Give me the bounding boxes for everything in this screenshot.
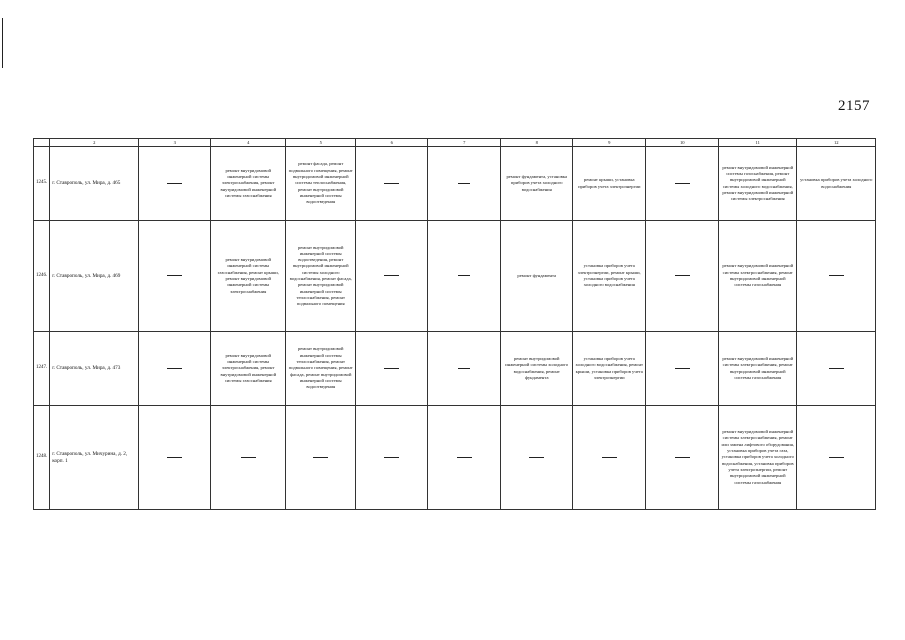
column-header: 7 [428, 139, 501, 147]
empty-cell-dash [286, 406, 356, 510]
table-row [34, 147, 876, 221]
column-header: 12 [797, 139, 876, 147]
row-number: 1246. [34, 221, 50, 332]
empty-cell-dash [428, 332, 501, 406]
table-row [34, 332, 876, 406]
empty-cell-dash [797, 221, 876, 332]
cell-col-11: ремонт внутридомовой инженерной системы электроснабжения, ремонт внутридомовой инженерной системы газоснабжения [719, 221, 797, 332]
left-margin-rule [2, 18, 3, 68]
cell-col-11: ремонт внутридомовой инженерной системы электроснабжения, ремонт или замена лифтового оборудования, установка приборов учета газа, установка приборов учета холодного водоснабжения, установка приборов учета электроэнергии, ремонт внутридомовой инженерной системы газоснабжения [719, 406, 797, 510]
row-address: г. Ставрополь, ул. Мира, д. 465 [50, 147, 139, 221]
cell-col-8: ремонт внутридомовой инженерной системы холодного водоснабжения, ремонт фундамента [501, 332, 573, 406]
cell-col-5: ремонт внутридомовой инженерной системы водоотведения, ремонт внутридомовой инженерной системы холодного водоснабжения, ремонт фасада, ремонт внутридомовой инженерной системы теплоснабжения, ремонт подвального помещения [286, 221, 356, 332]
column-header: 3 [139, 139, 211, 147]
column-header: 9 [573, 139, 646, 147]
empty-cell-dash [356, 221, 428, 332]
empty-cell-dash [797, 332, 876, 406]
cell-col-8: ремонт фундамента [501, 221, 573, 332]
cell-col-9: установка приборов учета электроэнергии, ремонт крыши, установка приборов учета холодного водоснабжения [573, 221, 646, 332]
empty-cell-dash [501, 406, 573, 510]
empty-cell-dash [356, 406, 428, 510]
row-address: г. Ставрополь, ул. Мира, д. 473 [50, 332, 139, 406]
empty-cell-dash [428, 147, 501, 221]
empty-cell-dash [356, 332, 428, 406]
column-header: 6 [356, 139, 428, 147]
cell-col-11: ремонт внутридомовой инженерной системы газоснабжения, ремонт внутридомовой инженерной системы холодного водоснабжения, ремонт внутридомовой инженерной системы электроснабжения [719, 147, 797, 221]
empty-cell-dash [646, 332, 719, 406]
cell-col-9: установка приборов учета холодного водоснабжения, ремонт крыши, установка приборов учета электроэнергии [573, 332, 646, 406]
row-address: г. Ставрополь, ул. Мичурина, д. 2, корп. 1 [50, 406, 139, 510]
column-header: 10 [646, 139, 719, 147]
empty-cell-dash [139, 221, 211, 332]
empty-cell-dash [356, 147, 428, 221]
row-number: 1245. [34, 147, 50, 221]
empty-cell-dash [139, 406, 211, 510]
column-header: 8 [501, 139, 573, 147]
column-header: 2 [50, 139, 139, 147]
table-row [34, 221, 876, 332]
row-number: 1247. [34, 332, 50, 406]
cell-col-8: ремонт фундамента, установка приборов учета холодного водоснабжения [501, 147, 573, 221]
empty-cell-dash [646, 147, 719, 221]
empty-cell-dash [139, 332, 211, 406]
cell-col-9: ремонт крыши, установка приборов учета электроэнергии [573, 147, 646, 221]
row-address: г. Ставрополь, ул. Мира, д. 469 [50, 221, 139, 332]
empty-cell-dash [797, 406, 876, 510]
cell-col-5: ремонт фасада, ремонт подвального помещения, ремонт внутридомовой инженерной системы теплоснабжения, ремонт внутридомовой инженерной системы водоотведения [286, 147, 356, 221]
row-number: 1248. [34, 406, 50, 510]
cell-col-4: ремонт внутридомовой инженерной системы электроснабжения, ремонт внутридомовой инженерной системы газоснабжения [211, 332, 286, 406]
table-row [34, 406, 876, 510]
empty-cell-dash [428, 406, 501, 510]
cell-col-4: ремонт внутридомовой инженерной системы электроснабжения, ремонт внутридомовой инженерной системы газоснабжения [211, 147, 286, 221]
column-header [34, 139, 50, 147]
empty-cell-dash [211, 406, 286, 510]
empty-cell-dash [646, 406, 719, 510]
column-header: 5 [286, 139, 356, 147]
empty-cell-dash [573, 406, 646, 510]
empty-cell-dash [428, 221, 501, 332]
cell-col-4: ремонт внутридомовой инженерной системы газоснабжения, ремонт крыши, ремонт внутридомовой инженерной системы электроснабжения [211, 221, 286, 332]
page-number: 2157 [838, 98, 870, 114]
column-header: 11 [719, 139, 797, 147]
empty-cell-dash [646, 221, 719, 332]
cell-col-12: установка приборов учета холодного водоснабжения [797, 147, 876, 221]
cell-col-5: ремонт внутридомовой инженерной системы теплоснабжения, ремонт подвального помещения, ремонт фасада, ремонт внутридомовой инженерной системы водоотведения [286, 332, 356, 406]
cell-col-11: ремонт внутридомовой инженерной системы электроснабжения, ремонт внутридомовой инженерной системы газоснабжения [719, 332, 797, 406]
column-number-row [34, 139, 876, 147]
data-table [33, 138, 876, 510]
empty-cell-dash [139, 147, 211, 221]
column-header: 4 [211, 139, 286, 147]
